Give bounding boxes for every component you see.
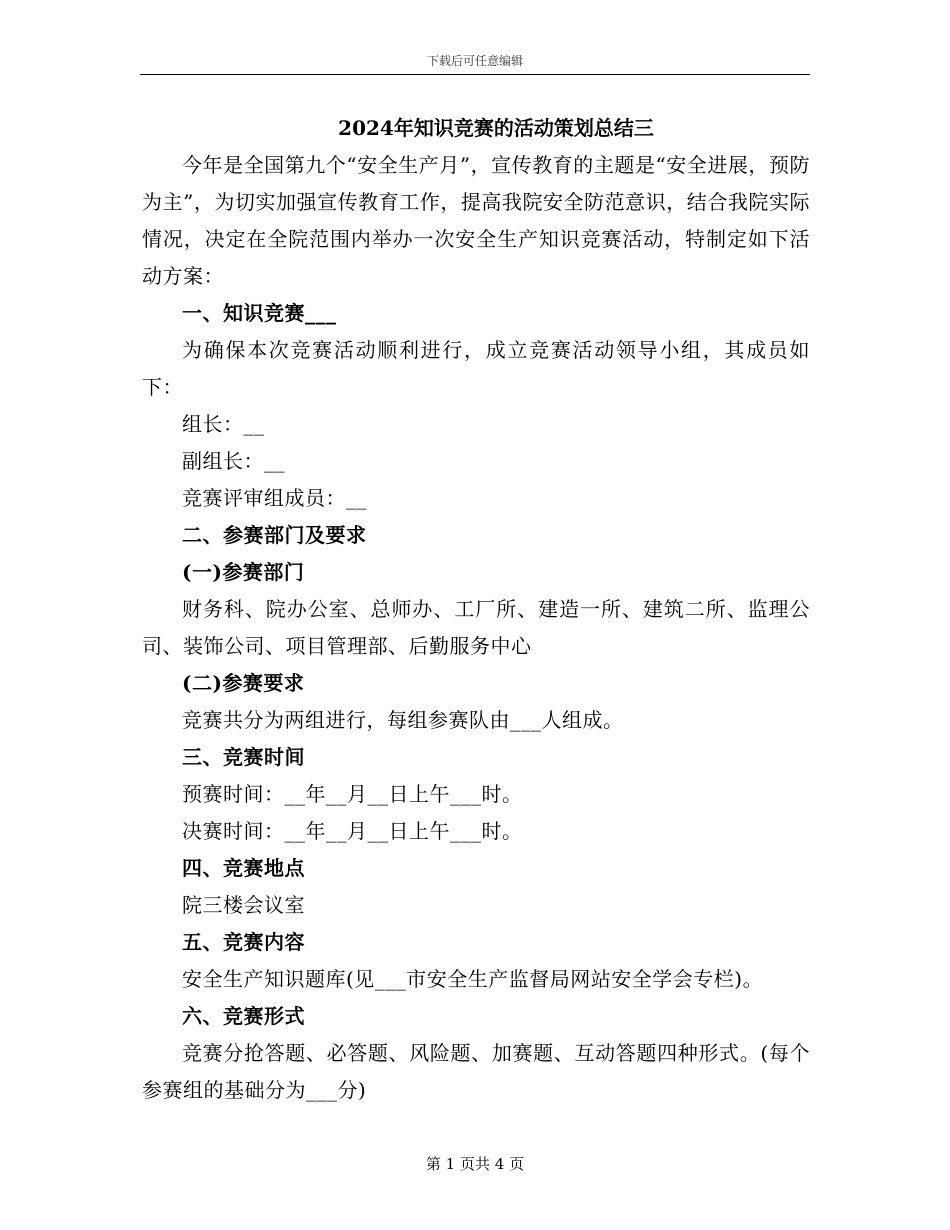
section-heading-1: 一、知识竞赛___ [182,301,337,325]
body-paragraph: 为确保本次竞赛活动顺利进行，成立竞赛活动领导小组，其成员如下： [142,338,810,399]
subsection-heading: (二)参赛要求 [182,671,305,695]
body-paragraph: 竞赛评审组成员：__ [182,486,367,510]
body-paragraph: 院三楼会议室 [182,893,305,917]
document-body [142,113,810,1109]
body-paragraph: 预赛时间：__年__月__日上午___时。 [182,782,523,806]
section-heading-4: 四、竞赛地点 [182,856,305,880]
section-heading-2: 二、参赛部门及要求 [182,523,367,547]
intro-paragraph: 今年是全国第九个“安全生产月”，宣传教育的主题是“安全进展，预防为主”，为切实加强宣传教育工作，提高我院安全防范意识，结合我院实际情况，决定在全院范围内举办一次安全生产知识竞赛活动，特制定如下活动方案： [142,153,810,288]
body-paragraph: 决赛时间：__年__月__日上午___时。 [182,819,523,843]
section-heading-6: 六、竞赛形式 [182,1004,305,1028]
body-paragraph: 竞赛分抢答题、必答题、风险题、加赛题、互动答题四种形式。(每个参赛组的基础分为___分) [142,1041,810,1102]
header-divider [140,74,810,75]
section-heading-3: 三、竞赛时间 [182,745,305,769]
body-paragraph: 组长：__ [182,412,265,436]
header-note: 下载后可任意编辑 [426,54,523,68]
body-paragraph: 财务科、院办公室、总师办、工厂所、建造一所、建筑二所、监理公司、装饰公司、项目管理部、后勤服务中心 [142,597,810,658]
document-title: 2024年知识竞赛的活动策划总结三 [338,116,654,140]
page-number: 第 1 页共 4 页 [425,1155,525,1173]
body-paragraph: 安全生产知识题库(见___市安全生产监督局网站安全学会专栏)。 [182,967,764,991]
body-paragraph: 竞赛共分为两组进行，每组参赛队由___人组成。 [182,708,624,732]
subsection-heading: (一)参赛部门 [182,560,305,584]
section-heading-5: 五、竞赛内容 [182,930,305,954]
body-paragraph: 副组长：__ [182,449,285,473]
